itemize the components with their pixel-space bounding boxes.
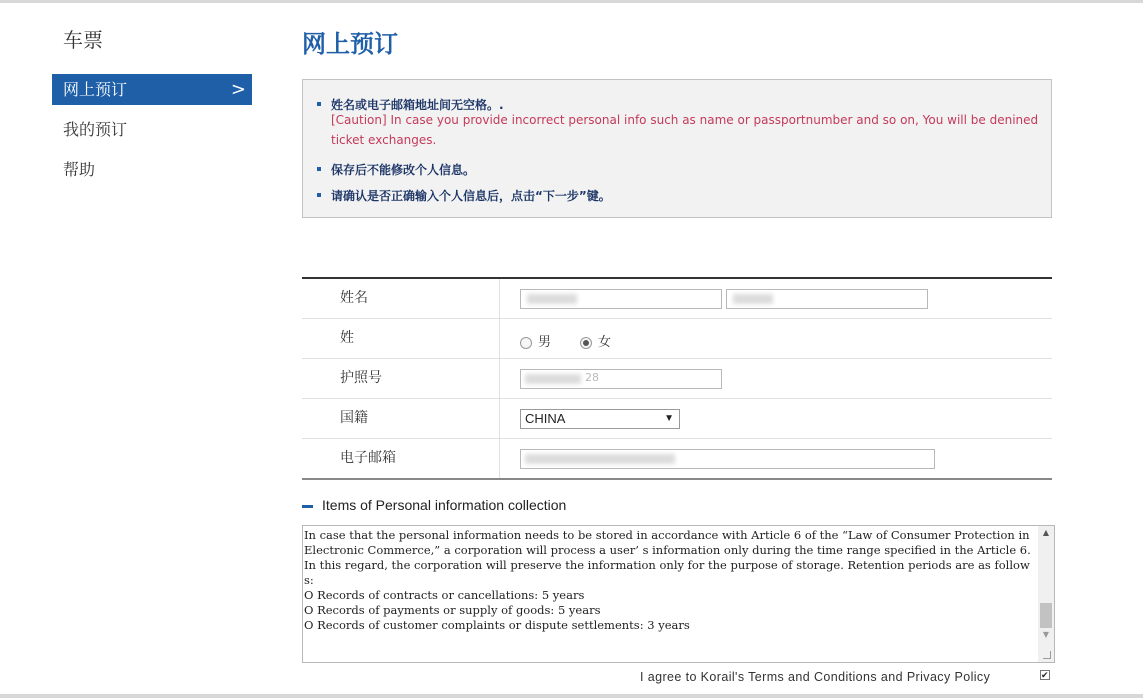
notice-text: 姓名或电子邮箱地址间无空格。. <box>331 98 504 112</box>
name-label: 姓名 <box>302 279 500 318</box>
notice-text: 保存后不能修改个人信息。 <box>331 163 476 177</box>
agree-label: I agree to Korail's Terms and Conditions and Privacy Policy <box>640 670 991 684</box>
gender-option-label: 男 <box>538 335 552 350</box>
collection-heading <box>302 497 566 513</box>
sidebar-item-help[interactable] <box>52 154 252 185</box>
sidebar-item-my-bookings[interactable] <box>52 114 252 145</box>
caution-text: [Caution] In case you provide incorrect personal info such as name or passportnumber and so on, You will be denined ticket exchanges. <box>331 113 1039 147</box>
sidebar-item-label: 帮助 <box>63 160 96 179</box>
bullet-icon <box>317 167 321 171</box>
sidebar-item-online-booking[interactable] <box>52 74 252 105</box>
passport-input[interactable] <box>520 369 722 389</box>
personal-info-form <box>302 277 1052 480</box>
notice-box <box>302 79 1052 218</box>
gender-male-radio[interactable] <box>520 331 551 350</box>
form-row-name <box>302 279 1052 319</box>
passport-label: 护照号 <box>302 359 500 398</box>
radio-icon <box>520 337 532 349</box>
scroll-up-icon[interactable]: ▲ <box>1042 528 1050 537</box>
collection-text: In case that the personal information needs to be stored in accordance with Article 6 of the “Law of Consumer Protection in Electronic Commerce,” a corporation will process a user’ s information only during the time range specified in the Article 6. In this regard, the corporation will preserve the information only for the purpose of storage. Retention periods are as follows: O Records of contracts or cancellations: 5 years O Records of payments or supply of goods: 5 years O Records of customer complaints or dispute settlements: 3 years <box>304 528 1031 632</box>
sidebar-title: 车票 <box>63 28 103 52</box>
surname-input[interactable] <box>726 289 928 309</box>
sidebar-item-label: 网上预订 <box>63 80 128 99</box>
chevron-right-icon: > <box>230 79 246 100</box>
form-row-email <box>302 439 1052 479</box>
bottom-divider <box>0 694 1143 698</box>
gender-label: 姓 <box>302 319 500 358</box>
bullet-icon <box>317 102 321 106</box>
nationality-label: 国籍 <box>302 399 500 438</box>
radio-checked-icon <box>580 337 592 349</box>
gender-female-radio[interactable] <box>580 331 611 350</box>
resize-handle-icon[interactable] <box>1041 649 1053 661</box>
notice-item <box>317 187 611 204</box>
caret-down-icon: ▼ <box>664 413 674 424</box>
agree-checkbox[interactable]: ✔ <box>1041 670 1049 680</box>
nationality-value: CHINA <box>525 411 566 426</box>
notice-text: 请确认是否正确输入个人信息后，点击“下一步”键。 <box>331 189 611 203</box>
bullet-icon <box>317 193 321 197</box>
given-name-input[interactable] <box>520 289 722 309</box>
top-divider <box>0 0 1143 3</box>
nationality-select[interactable] <box>520 409 680 429</box>
email-input[interactable] <box>520 449 935 469</box>
page-title: 网上预订 <box>302 30 398 58</box>
sidebar-item-label: 我的预订 <box>63 120 128 139</box>
gender-option-label: 女 <box>598 335 612 350</box>
email-label: 电子邮箱 <box>302 439 500 478</box>
collection-heading-text: Items of Personal information collection <box>322 497 567 513</box>
collection-textarea[interactable] <box>302 525 1055 663</box>
agree-row <box>640 670 1049 684</box>
passport-value: 28 <box>585 371 599 384</box>
scroll-thumb[interactable] <box>1040 603 1052 628</box>
form-row-passport <box>302 359 1052 399</box>
form-row-nationality <box>302 399 1052 439</box>
form-row-gender <box>302 319 1052 359</box>
textarea-scrollbar[interactable] <box>1038 526 1054 662</box>
section-dash-icon <box>302 505 313 508</box>
notice-item <box>317 161 475 178</box>
scroll-down-icon[interactable]: ▼ <box>1042 630 1050 639</box>
